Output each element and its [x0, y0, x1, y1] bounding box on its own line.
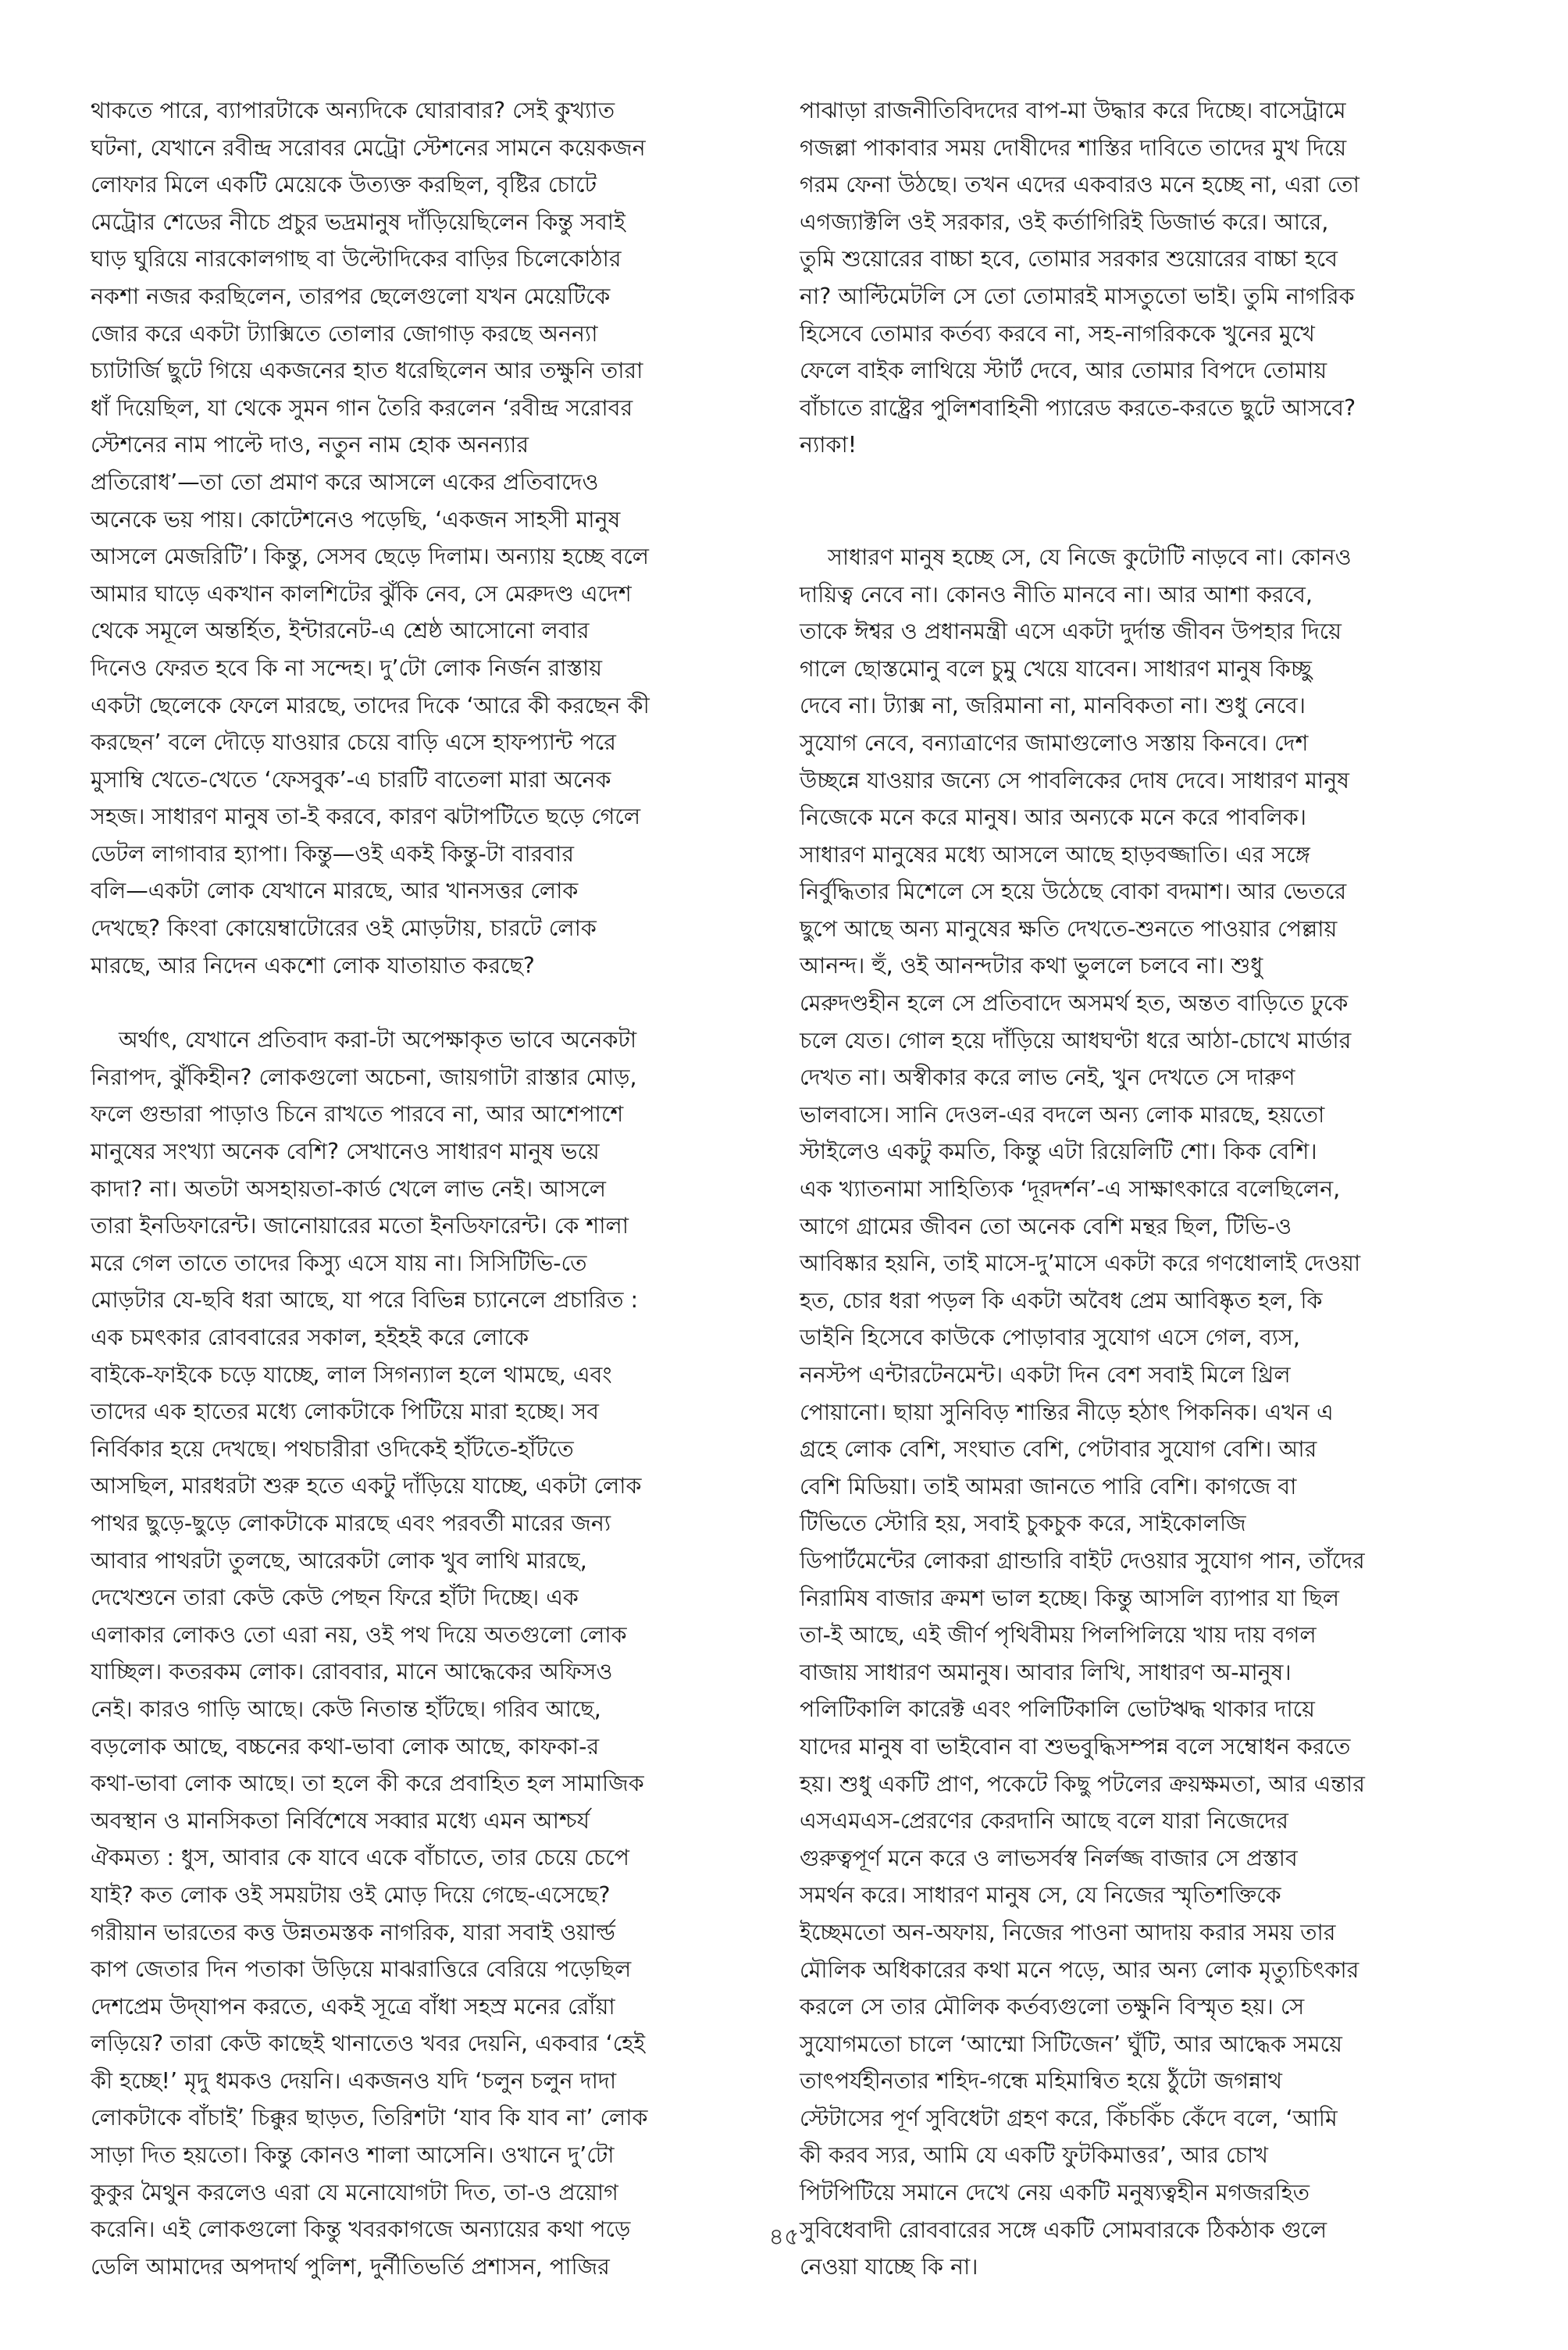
page-number: ৪৫ [768, 2223, 800, 2251]
left-column [91, 92, 768, 2285]
left-paragraph-2: অর্থাৎ, যেখানে প্রতিবাদ করা-টা অপেক্ষাকৃত ভাবে অনেকটা নিরাপদ, ঝুঁকিহীন? লোকগুলো অচেনা, জায়গাটা রাস্তার মোড়, ফলে গুন্ডারা পাড়াও চিনে রাখতে পারবে না, আর আশেপাশে মানুষের সংখ্যা অনেক বেশি? সেখানেও সাধারণ মানুষ ভয়ে কাদা? না। অতটা অসহায়তা-কার্ড খেলে লাভ নেই। আসলে তারা ইনডিফারেন্ট। জানোয়ারের মতো ইনডিফারেন্ট। কে শালা মরে গেল তাতে তাদের কিস্যু এসে যায় না। সিসিটিভি-তে মোড়টার যে-ছবি ধরা আছে, যা পরে বিভিন্ন চ্যানেলে প্রচারিত : এক চমৎকার রোববারের সকাল, হইহই করে লোকে বাইকে-ফাইকে চড়ে যাচ্ছে, লাল সিগন্যাল হলে থামছে, এবং তাদের এক হাতের মধ্যে লোকটাকে পিটিয়ে মারা হচ্ছে। সব নির্বিকার হয়ে দেখছে। পথচারীরা ওদিকেই হাঁটতে-হাঁটতে আসছিল, মারধরটা শুরু হতে একটু দাঁড়িয়ে যাচ্ছে, একটা লোক পাথর ছুড়ে-ছুড়ে লোকটাকে মারছে এবং পরবর্তী মারের জন্য আবার পাথরটা তুলছে, আরেকটা লোক খুব লাথি মারছে, দেখেশুনে তারা কেউ কেউ পেছন ফিরে হাঁটা দিচ্ছে। এক এলাকার লোকও তো এরা নয়, ওই পথ দিয়ে অতগুলো লোক যাচ্ছিল। কতরকম লোক। রোববার, মানে আদ্ধেকের অফিসও নেই। কারও গাড়ি আছে। কেউ নিতান্ত হাঁটছে। গরিব আছে, বড়লোক আছে, বচ্চনের কথা-ভাবা লোক আছে, কাফকা-র কথা-ভাবা লোক আছে। তা হলে কী করে প্রবাহিত হল সামাজিক অবস্থান ও মানসিকতা নির্বিশেষে সব্বার মধ্যে এমন আশ্চর্য ঐকমত্য : ধুস, আবার কে যাবে একে বাঁচাতে, তার চেয়ে চেপে যাই? কত লোক ওই সময়টায় ওই মোড় দিয়ে গেছে-এসেছে? গরীয়ান ভারতের কত্ত উন্নতমস্তক নাগরিক, যারা সবাই ওয়ার্ল্ড কাপ জেতার দিন পতাকা উড়িয়ে মাঝরাত্তিরে বেরিয়ে পড়েছিল দেশপ্রেম উদ্‌যাপন করতে, একই সূত্রে বাঁধা সহস্র মনের রোঁয়া লড়িয়ে? তারা কেউ কাছেই থানাতেও খবর দেয়নি, একবার ‘হেই কী হচ্ছে!’ মৃদু ধমকও দেয়নি। একজনও যদি ‘চলুন চলুন দাদা লোকটাকে বাঁচাই’ চিক্কুর ছাড়ত, তিরিশটা ‘যাব কি যাব না’ লোক সাড়া দিত হয়তো। কিন্তু কোনও শালা আসেনি। ওখানে দু’টো কুকুর মৈথুন করলেও এরা যে মনোযোগটা দিত, তা-ও প্রয়োগ করেনি। এই লোকগুলো কিন্তু খবরকাগজে অন্যায়ের কথা পড়ে ডেলি আমাদের অপদার্থ পুলিশ, দুর্নীতিভর্তি প্রশাসন, পাজির [91, 1027, 648, 2280]
right-paragraph-1: পাঝাড়া রাজনীতিবিদদের বাপ-মা উদ্ধার করে দিচ্ছে। বাসেট্রামে গজল্লা পাকাবার সময় দোষীদের শাস্তির দাবিতে তাদের মুখ দিয়ে গরম ফেনা উঠছে। তখন এদের একবারও মনে হচ্ছে না, এরা তো এগজ্যাক্টলি ওই সরকার, ওই কর্তাগিরিই ডিজার্ভ করে। আরে, তুমি শুয়োরের বাচ্চা হবে, তোমার সরকার শুয়োরের বাচ্চা হবে না? আল্টিমেটলি সে তো তোমারই মাসতুতো ভাই। তুমি নাগরিক হিসেবে তোমার কর্তব্য করবে না, সহ-নাগরিককে খুনের মুখে ফেলে বাইক লাথিয়ে স্টার্ট দেবে, আর তোমার বিপদে তোমায় বাঁচাতে রাষ্ট্রের পুলিশবাহিনী প্যারেড করতে-করতে ছুটে আসবে? ন্যাকা! [800, 98, 1360, 458]
paragraph-gap [800, 501, 1477, 539]
paragraph-gap [91, 984, 768, 1022]
right-paragraph-2: সাধারণ মানুষ হচ্ছে সে, যে নিজে কুটোটি নাড়বে না। কোনও দায়িত্ব নেবে না। কোনও নীতি মানবে না। আর আশা করবে, তাকে ঈশ্বর ও প্রধানমন্ত্রী এসে একটা দুর্দান্ত জীবন উপহার দিয়ে গালে ছোস্তমোনু বলে চুমু খেয়ে যাবেন। সাধারণ মানুষ কিচ্ছু দেবে না। ট্যাক্স না, জরিমানা না, মানবিকতা না। শুধু নেবে। সুযোগ নেবে, বন্যাত্রাণের জামাগুলোও সস্তায় কিনবে। দেশ উচ্ছন্নে যাওয়ার জন্যে সে পাবলিকের দোষ দেবে। সাধারণ মানুষ নিজেকে মনে করে মানুষ। আর অন্যকে মনে করে পাবলিক। সাধারণ মানুষের মধ্যে আসলে আছে হাড়বজ্জাতি। এর সঙ্গে নির্বুদ্ধিতার মিশেলে সে হয়ে উঠেছে বোকা বদমাশ। আর ভেতরে ছুপে আছে অন্য মানুষের ক্ষতি দেখতে-শুনতে পাওয়ার পেল্লায় আনন্দ। হুঁ, ওই আনন্দটার কথা ভুললে চলবে না। শুধু মেরুদণ্ডহীন হলে সে প্রতিবাদে অসমর্থ হত, অন্তত বাড়িতে ঢুকে চলে যেত। গোল হয়ে দাঁড়িয়ে আধঘণ্টা ধরে আঠা-চোখে মার্ডার দেখত না। অস্বীকার করে লাভ নেই, খুন দেখতে সে দারুণ ভালবাসে। সানি দেওল-এর বদলে অন্য লোক মারছে, হয়তো স্টাইলেও একটু কমতি, কিন্তু এটা রিয়েলিটি শো। কিক বেশি। এক খ্যাতনামা সাহিত্যিক ‘দূরদর্শন’-এ সাক্ষাৎকারে বলেছিলেন, আগে গ্রামের জীবন তো অনেক বেশি মন্থর ছিল, টিভি-ও আবিষ্কার হয়নি, তাই মাসে-দু’মাসে একটা করে গণধোলাই দেওয়া হত, চোর ধরা পড়ল কি একটা অবৈধ প্রেম আবিষ্কৃত হল, কি ডাইনি হিসেবে কাউকে পোড়াবার সুযোগ এসে গেল, ব্যস, ননস্টপ এন্টারটেনমেন্ট। একটা দিন বেশ সবাই মিলে থ্রিল পোয়ানো। ছায়া সুনিবিড় শান্তির নীড়ে হঠাৎ পিকনিক। এখন এ গ্রহে লোক বেশি, সংঘাত বেশি, পেটাবার সুযোগ বেশি। আর বেশি মিডিয়া। তাই আমরা জানতে পারি বেশি। কাগজে বা টিভিতে স্টোরি হয়, সবাই চুকচুক করে, সাইকোলজি ডিপার্টমেন্টের লোকরা গ্রান্ডারি বাইট দেওয়ার সুযোগ পান, তাঁদের নিরামিষ বাজার ক্রমশ ভাল হচ্ছে। কিন্তু আসলি ব্যাপার যা ছিল তা-ই আছে, এই জীর্ণ পৃথিবীময় পিলপিলিয়ে খায় দায় বগল বাজায় সাধারণ অমানুষ। আবার লিখি, সাধারণ অ-মানুষ। পলিটিকালি কারেক্ট এবং পলিটিকালি ভোটঋদ্ধ থাকার দায়ে যাদের মানুষ বা ভাইবোন বা শুভবুদ্ধিসম্পন্ন বলে সম্বোধন করতে হয়। শুধু একটি প্রাণ, পকেটে কিছু পটলের ক্রয়ক্ষমতা, আর এন্তার এসএমএস-প্রেরণের কেরদানি আছে বলে যারা নিজেদের গুরুত্বপূর্ণ মনে করে ও লাভসর্বস্ব নির্লজ্জ বাজার সে প্রস্তাব সমর্থন করে। সাধারণ মানুষ সে, যে নিজের স্মৃতিশক্তিকে ইচ্ছেমতো অন-অফায়, নিজের পাওনা আদায় করার সময় তার মৌলিক অধিকারের কথা মনে পড়ে, আর অন্য লোক মৃত্যুচিৎকার করলে সে তার মৌলিক কর্তব্যগুলো তক্ষুনি বিস্মৃত হয়। সে সুযোগমতো চালে ‘আম্মো সিটিজেন’ ঘুঁটি, আর আদ্ধেক সময়ে তাৎপর্যহীনতার শহিদ-গন্ধে মহিমান্বিত হয়ে ঠুঁটো জগন্নাথ স্টেটাসের পূর্ণ সুবিধেটা গ্রহণ করে, কিঁচকিঁচ কেঁদে বলে, ‘আমি কী করব স্যর, আমি যে একটি ফুটকিমাত্তর’, আর চোখ পিটপিটিয়ে সমানে দেখে নেয় একটি মনুষ্যত্বহীন মগজরহিত সুবিধেবাদী রোববারের সঙ্গে একটি সোমবারকে ঠিকঠাক গুলে নেওয়া যাচ্ছে কি না। [800, 544, 1365, 2280]
right-column [800, 92, 1477, 2286]
left-paragraph-1: থাকতে পারে, ব্যাপারটাকে অন্যদিকে ঘোরাবার? সেই কুখ্যাত ঘটনা, যেখানে রবীন্দ্র সরোবর মেট্রো স্টেশনের সামনে কয়েকজন লোফার মিলে একটি মেয়েকে উত্যক্ত করছিল, বৃষ্টির চোটে মেট্রোর শেডের নীচে প্রচুর ভদ্রমানুষ দাঁড়িয়েছিলেন কিন্তু সবাই ঘাড় ঘুরিয়ে নারকোলগাছ বা উল্টোদিকের বাড়ির চিলেকোঠার নকশা নজর করছিলেন, তারপর ছেলেগুলো যখন মেয়েটিকে জোর করে একটা ট্যাক্সিতে তোলার জোগাড় করছে অনন্যা চ্যাটার্জি ছুটে গিয়ে একজনের হাত ধরেছিলেন আর তক্ষুনি তারা ধাঁ দিয়েছিল, যা থেকে সুমন গান তৈরি করলেন ‘রবীন্দ্র সরোবর স্টেশনের নাম পাল্টে দাও, নতুন নাম হোক অনন্যার প্রতিরোধ’—তা তো প্রমাণ করে আসলে একের প্রতিবাদেও অনেকে ভয় পায়। কোটেশনেও পড়েছি, ‘একজন সাহসী মানুষ আসলে মেজরিটি’। কিন্তু, সেসব ছেড়ে দিলাম। অন্যায় হচ্ছে বলে আমার ঘাড়ে একখান কালশিটের ঝুঁকি নেব, সে মেরুদণ্ড এদেশ থেকে সমূলে অন্তর্হিত, ইন্টারনেট-এ শ্রেষ্ঠ আসোনো লবার দিনেও ফেরত হবে কি না সন্দেহ। দু’টো লোক নির্জন রাস্তায় একটা ছেলেকে ফেলে মারছে, তাদের দিকে ‘আরে কী করছেন কী করছেন’ বলে দৌড়ে যাওয়ার চেয়ে বাড়ি এসে হাফপ্যান্ট পরে মুসাম্বি খেতে-খেতে ‘ফেসবুক’-এ চারটি বাতেলা মারা অনেক সহজ। সাধারণ মানুষ তা-ই করবে, কারণ ঝটাপটিতে ছড়ে গেলে ডেটল লাগাবার হ্যাপা। কিন্তু—ওই একই কিন্তু-টা বারবার বলি—একটা লোক যেখানে মারছে, আর খানসত্তর লোক দেখছে? কিংবা কোয়েম্বাটোরের ওই মোড়টায়, চারটে লোক মারছে, আর নিদেন একশো লোক যাতায়াত করছে? [91, 98, 650, 979]
paragraph-gap [800, 464, 1477, 501]
